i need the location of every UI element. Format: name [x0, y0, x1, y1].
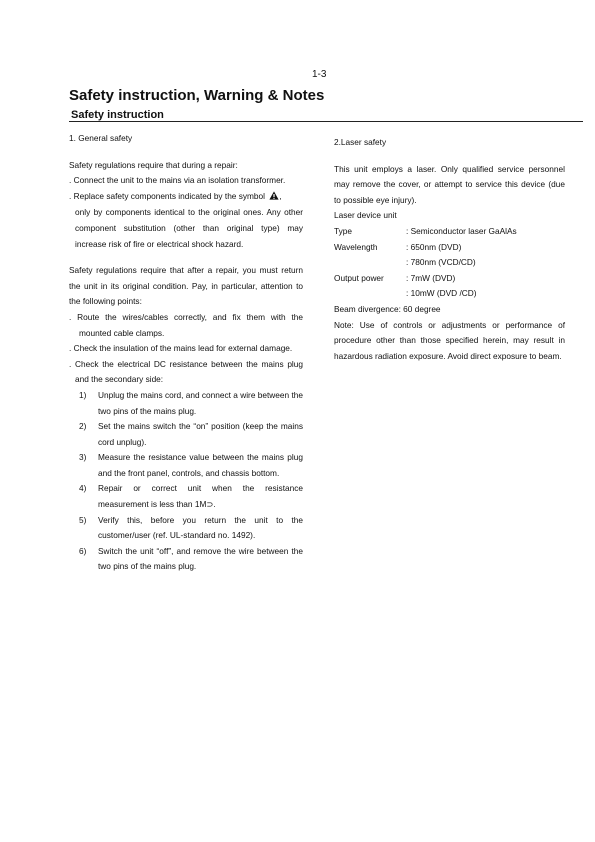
page-number: 1-3	[312, 69, 327, 80]
list-item: 2) Set the mains switch the “on” position (keep the mains cord unplug).	[79, 421, 303, 447]
page-title: Safety instruction, Warning & Notes	[69, 87, 325, 104]
general-safety-intro: Safety regulations require that during a repair:	[69, 159, 238, 170]
spec-output-value-1: : 7mW (DVD)	[406, 272, 456, 283]
list-item: 6) Switch the unit “off”, and remove the wire between the two pins of the mains plug.	[79, 545, 303, 572]
laser-safety-column	[334, 135, 565, 364]
laser-safety-heading: 2.Laser safety	[334, 137, 387, 147]
laser-beam-divergence: Beam divergence: 60 degree	[334, 303, 441, 314]
general-safety-column	[69, 131, 303, 575]
spec-row-output	[334, 271, 565, 287]
list-item: 4) Repair or correct unit when the resistance measurement is less than 1M⊃.	[79, 483, 303, 510]
list-item: 1) Unplug the mains cord, and connect a wire between the two pins of the mains plug.	[79, 389, 303, 416]
replace-lead-text: . Replace safety components indicated by the symbol	[69, 190, 266, 201]
list-item: 3) Measure the resistance value between the mains plug and the front panel, controls, and chassis bottom.	[79, 452, 303, 478]
general-safety-point-wires: . Route the wires/cables correctly, and fix them with the mounted cable clamps.	[69, 311, 303, 338]
general-safety-item-replace-lead	[69, 189, 303, 206]
spec-type-label: Type	[334, 225, 352, 236]
replace-lead-comma: ,	[279, 190, 282, 201]
spec-row-type	[334, 224, 565, 240]
warning-triangle-icon	[269, 190, 282, 206]
general-safety-point-resistance: . Check the electrical DC resistance between the mains plug and the secondary side:	[69, 358, 303, 385]
laser-safety-note: Note: Use of controls or adjustments or performance of procedure other than those specified herein, may result in hazardous radiation exposure. Avoid direct exposure to beam.	[334, 319, 565, 361]
list-item: 5) Verify this, before you return the unit to the customer/user (ref. UL-standard no. 1492).	[79, 514, 303, 541]
spec-output-value-2: : 10mW (DVD /CD)	[406, 288, 477, 299]
general-safety-item-replace-rest: only by components identical to the original ones. Any other component substitution (other than original type) may increase risk of fire or electrical shock hazard.	[75, 207, 303, 249]
general-safety-item-isolation: . Connect the unit to the mains via an isolation transformer.	[69, 175, 286, 186]
spec-wavelength-value-1: : 650nm (DVD)	[406, 241, 462, 252]
spec-output-label: Output power	[334, 272, 384, 283]
spec-row-output-2	[334, 286, 565, 302]
general-safety-point-insulation: . Check the insulation of the mains lead for external damage.	[69, 343, 293, 354]
general-safety-heading: 1. General safety	[69, 133, 133, 143]
section-title-rule	[69, 121, 583, 122]
spec-row-wavelength	[334, 240, 565, 256]
spec-wavelength-label: Wavelength	[334, 241, 378, 252]
resistance-steps-list	[69, 388, 303, 575]
section-title: Safety instruction	[71, 109, 164, 121]
spec-type-value: : Semiconductor laser GaAlAs	[406, 225, 517, 236]
general-safety-after-repair: Safety regulations require that after a repair, you must return the unit in its original condition. Pay, in particular, attention to the following points:	[69, 265, 303, 307]
spec-row-wavelength-2	[334, 255, 565, 271]
spec-wavelength-value-2: : 780nm (VCD/CD)	[406, 257, 476, 268]
laser-device-unit: Laser device unit	[334, 210, 397, 221]
laser-safety-intro: This unit employs a laser. Only qualified service personnel may remove the cover, or attempt to service this device (due to possible eye injury).	[334, 163, 565, 205]
